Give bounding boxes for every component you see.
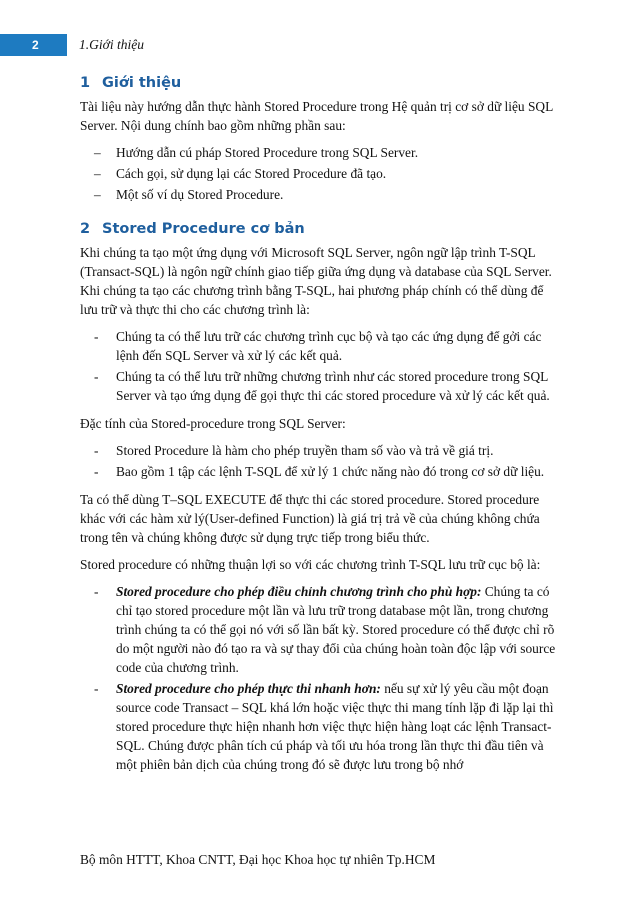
section-2-title: Stored Procedure cơ bản [102,221,305,237]
section-2-intro: Khi chúng ta tạo một ứng dụng với Microsoft SQL Server, ngôn ngữ lập trình T-SQL (Transact-SQL) là ngôn ngữ chính giao tiếp giữa ứng dụng và database của SQL Server. Khi chúng ta tạo các chương trình bằng T-SQL, hai phương pháp chính có thể dùng để lưu trữ và thực thi cho các chương trình là: [80,245,552,317]
advantage-text: Chúng ta có chỉ tạo stored procedure một lần và lưu trữ trong database một lần, trong chương trình chúng ta có thể gọi nó với số lần bất kỳ. Stored procedure có thể được chỉ rõ do một người nào đó tạo ra và sự thay đổi của chúng hoàn toàn độc lập với source code của chương trình. [116,584,556,675]
page-number: 2 [0,34,67,56]
storage-methods-list [80,327,560,405]
list-item: - Stored Procedure là hàm cho phép truyền tham số vào và trả về giá trị. [94,443,494,458]
page-footer: Bộ môn HTTT, Khoa CNTT, Đại học Khoa học tự nhiên Tp.HCM [80,852,436,867]
traits-list [80,441,560,481]
advantages-heading: Stored procedure có những thuận lợi so với các chương trình T-SQL lưu trữ cục bộ là: [80,557,541,572]
page-header [0,34,638,56]
hyphen-bullet: - [94,369,99,384]
execute-paragraph: Ta có thể dùng T–SQL EXECUTE để thực thi các stored procedure. Stored procedure khác với các hàm xử lý(User-defined Function) là giá trị trả về của chúng không chứa trong tên và chúng không được sử dụng trực tiếp trong biểu thức. [80,492,540,545]
advantages-list [80,582,560,774]
list-item [80,582,560,677]
traits-heading: Đặc tính của Stored-procedure trong SQL Server: [80,416,346,431]
list-item [80,679,560,774]
section-1-title: Giới thiệu [102,75,182,91]
page-content [80,72,560,783]
list-item: – Một số ví dụ Stored Procedure. [94,187,284,202]
running-title: 1.Giới thiệu [79,37,144,52]
list-item: - Chúng ta có thể lưu trữ các chương trình cục bộ và tạo các ứng dụng để gởi các lệnh đến SQL Server và xử lý các kết quả. [94,329,542,363]
hyphen-bullet: - [94,443,99,458]
advantage-title: Stored procedure cho phép điều chỉnh chương trình cho phù hợp: [116,584,482,599]
dash-bullet: – [94,187,101,202]
advantage-text: nếu sự xử lý yêu cầu một đoạn source code Transact – SQL khá lớn hoặc việc thực thi mang tính lặp đi lặp lại thì stored procedure thực hiện nhanh hơn việc thực hiện hàng loạt các lệnh Transact-SQL. Chúng được phân tích cú pháp và tối ưu hóa trong lần thực thi đầu tiên và một phiên bản dịch của chúng trong đó sẽ được lưu trong bộ nhớ [116,681,554,772]
hyphen-bullet: - [94,329,99,344]
hyphen-bullet: - [94,584,99,599]
list-item: – Hướng dẫn cú pháp Stored Procedure trong SQL Server. [94,145,419,160]
section-1-number: 1 [80,75,91,91]
advantage-title: Stored procedure cho phép thực thi nhanh hơn: [116,681,381,696]
section-1-list [80,143,560,204]
list-item: – Cách gọi, sử dụng lại các Stored Procedure đã tạo. [94,166,387,181]
section-1-heading [80,72,560,94]
hyphen-bullet: - [94,681,99,696]
section-1-intro: Tài liệu này hướng dẫn thực hành Stored Procedure trong Hệ quản trị cơ sở dữ liệu SQL Server. Nội dung chính bao gồm những phần sau: [80,99,553,133]
dash-bullet: – [94,166,101,181]
section-2-number: 2 [80,221,91,237]
dash-bullet: – [94,145,101,160]
list-item: - Bao gồm 1 tập các lệnh T-SQL để xử lý 1 chức năng nào đó trong cơ sở dữ liệu. [94,464,545,479]
section-2-heading [80,218,560,240]
hyphen-bullet: - [94,464,99,479]
list-item: - Chúng ta có thể lưu trữ những chương trình như các stored procedure trong SQL Server và tạo ứng dụng để gọi thực thi các stored procedure và xử lý các kết quả. [94,369,550,403]
